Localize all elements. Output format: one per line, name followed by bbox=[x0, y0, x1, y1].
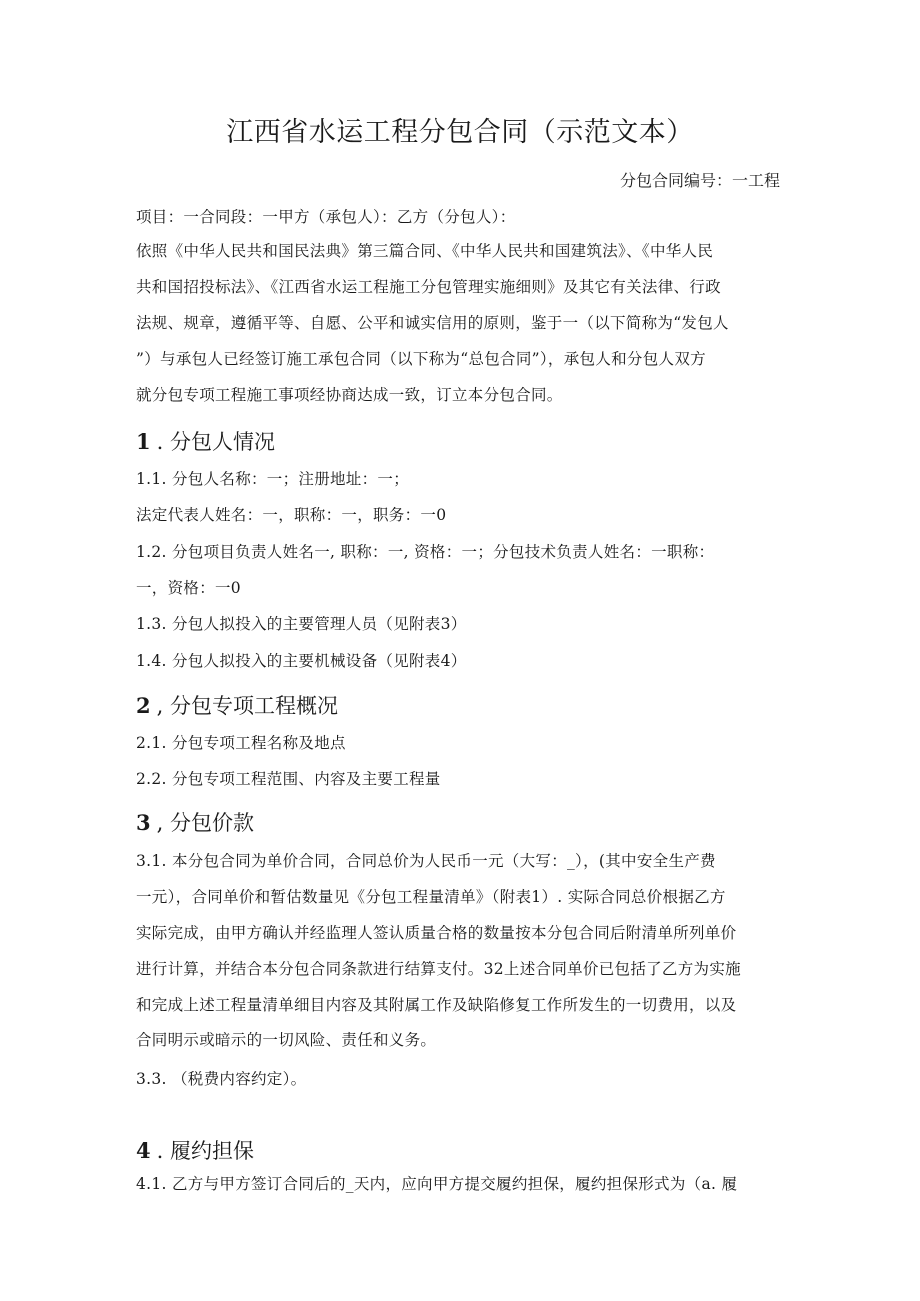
clause-line: 和完成上述工程量清单细目内容及其附属工作及缺陷修复工作所发生的一切费用，以及 bbox=[136, 996, 737, 1014]
clause-line: 一，资格：一0 bbox=[136, 579, 241, 597]
clause-line: 1.2. 分包项目负责人姓名一, 职称：一, 资格：一；分包技术负责人姓名：一职称： bbox=[136, 543, 715, 561]
section-heading-2 bbox=[136, 690, 338, 720]
section-number: 3 bbox=[136, 810, 151, 835]
section-title: . 履约担保 bbox=[156, 1139, 254, 1163]
clause-line: 1.3. 分包人拟投入的主要管理人员（见附表3） bbox=[136, 615, 467, 633]
preamble-line: 共和国招投标法》、《江西省水运工程施工分包管理实施细则》及其它有关法律、行政 bbox=[136, 278, 721, 296]
clause-line: 3.3. （税费内容约定）。 bbox=[136, 1070, 307, 1088]
section-title: . 分包人情况 bbox=[156, 430, 275, 454]
section-number: 2 bbox=[136, 693, 151, 718]
project-line: 项目：一合同段：一甲方（承包人）：乙方（分包人）： bbox=[136, 208, 516, 226]
clause-line: 2.1. 分包专项工程名称及地点 bbox=[136, 734, 346, 752]
preamble-line: 就分包专项工程施工事项经协商达成一致，订立本分包合同。 bbox=[136, 386, 563, 404]
preamble-line: 法规、规章，遵循平等、自愿、公平和诚实信用的原则，鉴于一（以下简称为“发包人 bbox=[136, 314, 729, 332]
section-heading-3 bbox=[136, 807, 254, 837]
clause-line: 1.4. 分包人拟投入的主要机械设备（见附表4） bbox=[136, 652, 467, 670]
section-title: , 分包专项工程概况 bbox=[156, 694, 338, 718]
section-heading-4 bbox=[136, 1135, 254, 1165]
contract-number: 分包合同编号：一工程 bbox=[619, 171, 780, 190]
clause-line: 实际完成，由甲方确认并经监理人签认质量合格的数量按本分包合同后附清单所列单价 bbox=[136, 924, 737, 942]
clause-line: 一元），合同单价和暂估数量见《分包工程量清单》（附表1）. 实际合同总价根据乙方 bbox=[136, 888, 726, 906]
clause-line: 进行计算，并结合本分包合同条款进行结算支付。32上述合同单价已包括了乙方为实施 bbox=[136, 960, 741, 978]
section-heading-1 bbox=[136, 426, 275, 456]
section-number: 4 bbox=[136, 1138, 151, 1163]
section-title: , 分包价款 bbox=[156, 811, 254, 835]
clause-line: 2.2. 分包专项工程范围、内容及主要工程量 bbox=[136, 770, 441, 788]
clause-line: 法定代表人姓名：一，职称：一，职务：一0 bbox=[136, 506, 447, 524]
clause-line: 3.1. 本分包合同为单价合同，合同总价为人民币一元（大写：_），(其中安全生产费 bbox=[136, 852, 716, 870]
section-number: 1 bbox=[136, 429, 151, 454]
clause-line: 1.1. 分包人名称：一；注册地址：一； bbox=[136, 470, 410, 488]
document-title: 江西省水运工程分包合同（示范文本） bbox=[226, 117, 694, 148]
clause-line: 合同明示或暗示的一切风险、责任和义务。 bbox=[136, 1031, 437, 1049]
preamble-line: 依照《中华人民共和国民法典》第三篇合同、《中华人民共和国建筑法》、《中华人民 bbox=[136, 242, 714, 260]
preamble-line: ”）与承包人已经签订施工承包合同（以下称为“总包合同”），承包人和分包人双方 bbox=[136, 350, 706, 368]
clause-line: 4.1. 乙方与甲方签订合同后的_天内，应向甲方提交履约担保，履约担保形式为（a. 履 bbox=[136, 1175, 738, 1193]
